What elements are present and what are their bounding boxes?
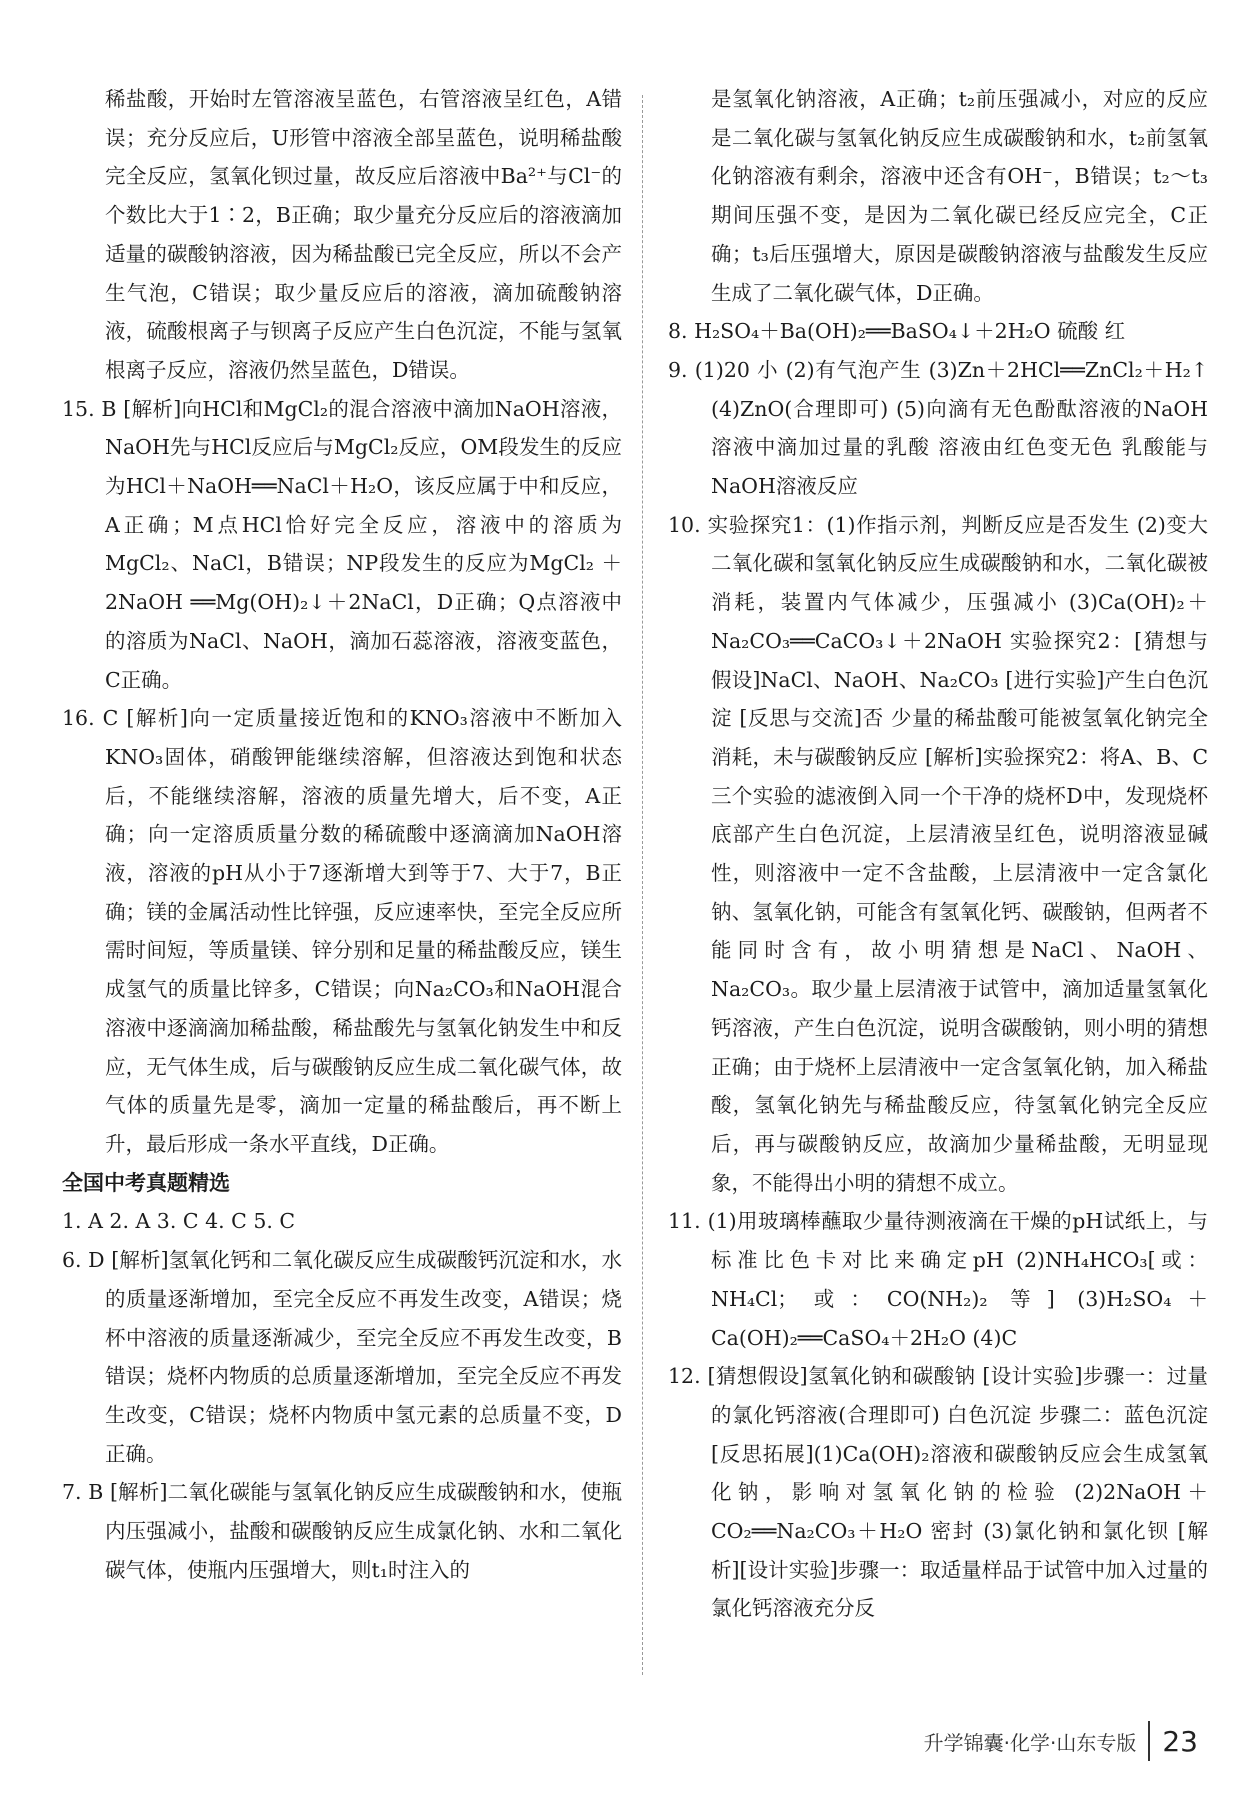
page-footer xyxy=(924,1721,1198,1761)
answer-15: 15. B [解析]向HCl和MgCl₂的混合溶液中滴加NaOH溶液，NaOH先与HCl反应后与MgCl₂反应，OM段发生的反应为HCl＋NaOH══NaCl＋H₂O，该反应属于中和反应，A正确；M点HCl恰好完全反应，溶液中的溶质为MgCl₂、NaCl，B错误；NP段发生的反应为MgCl₂ ＋ 2NaOH ══Mg(OH)₂↓＋2NaCl，D正确；Q点溶液中的溶质为NaCl、NaOH，滴加石蕊溶液，溶液变蓝色，C正确。 xyxy=(62,396,622,692)
page-number: 23 xyxy=(1162,1724,1198,1758)
answer-12: 12. [猜想假设]氢氧化钠和碳酸钠 [设计实验]步骤一：过量的氯化钙溶液(合理即可) 白色沉淀 步骤二：蓝色沉淀 [反思拓展](1)Ca(OH)₂溶液和碳酸钠反应会生成氢氧化钠，影响对氢氧化钠的检验 (2)2NaOH＋CO₂══Na₂CO₃＋H₂O 密封 (3)氯化钠和氯化钡 [解析][设计实验]步骤一：取适量样品于试管中加入过量的氯化钙溶液充分反 xyxy=(668,1364,1208,1621)
answer-8: 8. H₂SO₄＋Ba(OH)₂══BaSO₄↓＋2H₂O 硫酸 红 xyxy=(668,319,1126,344)
answer-9: 9. (1)20 小 (2)有气泡产生 (3)Zn＋2HCl══ZnCl₂＋H₂↑ (4)ZnO(合理即可) (5)向滴有无色酚酞溶液的NaOH溶液中滴加过量的乳酸 溶液由红色变无色 乳酸能与NaOH溶液反应 xyxy=(668,357,1208,499)
right-column xyxy=(668,80,1208,1628)
book-title: 升学锦囊·化学·山东专版 xyxy=(923,1730,1137,1755)
answer-7-continuation: 是氢氧化钠溶液，A正确；t₂前压强减小，对应的反应是二氧化碳与氢氧化钠反应生成碳酸钠和水，t₂前氢氧化钠溶液有剩余，溶液中还含有OH⁻，B错误；t₂～t₃期间压强不变，是因为二氧化碳已经反应完全，C正确；t₃后压强增大，原因是碳酸钠溶液与盐酸发生反应生成了二氧化碳气体，D正确。 xyxy=(711,87,1208,305)
left-column xyxy=(62,80,622,1589)
answer-7: 7. B [解析]二氧化碳能与氢氧化钠反应生成碳酸钠和水，使瓶内压强减小，盐酸和碳酸钠反应生成氯化钠、水和二氧化碳气体，使瓶内压强增大，则t₁时注入的 xyxy=(62,1480,622,1582)
section-heading: 全国中考真题精选 xyxy=(62,1170,230,1195)
footer-divider xyxy=(1148,1721,1150,1761)
column-divider xyxy=(642,95,643,1675)
answer-16: 16. C [解析]向一定质量接近饱和的KNO₃溶液中不断加入KNO₃固体，硝酸钾能继续溶解，但溶液达到饱和状态后，不能继续溶解，溶液的质量先增大，后不变，A正确；向一定溶质质量分数的稀硫酸中逐滴滴加NaOH溶液，溶液的pH从小于7逐渐增大到等于7、大于7，B正确；镁的金属活动性比锌强，反应速率快，至完全反应所需时间短，等质量镁、锌分别和足量的稀盐酸反应，镁生成氢气的质量比锌多，C错误；向Na₂CO₃和NaOH混合溶液中逐滴滴加稀盐酸，稀盐酸先与氢氧化钠发生中和反应，无气体生成，后与碳酸钠反应生成二氧化碳气体，故气体的质量先是零，滴加一定量的稀盐酸后，再不断上升，最后形成一条水平直线，D正确。 xyxy=(62,706,622,1156)
answers-1-5: 1. A 2. A 3. C 4. C 5. C xyxy=(62,1209,296,1234)
answer-14-continuation: 稀盐酸，开始时左管溶液呈蓝色，右管溶液呈红色，A错误；充分反应后，U形管中溶液全部呈蓝色，说明稀盐酸完全反应，氢氧化钡过量，故反应后溶液中Ba²⁺与Cl⁻的个数比大于1∶2，B正确；取少量充分反应后的溶液滴加适量的碳酸钠溶液，因为稀盐酸已完全反应，所以不会产生气泡，C错误；取少量反应后的溶液，滴加硫酸钠溶液，硫酸根离子与钡离子反应产生白色沉淀，不能与氢氧根离子反应，溶液仍然呈蓝色，D错误。 xyxy=(105,87,622,382)
answer-11: 11. (1)用玻璃棒蘸取少量待测液滴在干燥的pH试纸上，与标准比色卡对比来确定pH (2)NH₄HCO₃[或：NH₄Cl；或：CO(NH₂)₂ 等] (3)H₂SO₄＋Ca(OH)₂══CaSO₄＋2H₂O (4)C xyxy=(668,1209,1208,1350)
answer-6: 6. D [解析]氢氧化钙和二氧化碳反应生成碳酸钙沉淀和水，水的质量逐渐增加，至完全反应不再发生改变，A错误；烧杯中溶液的质量逐渐减少，至完全反应不再发生改变，B错误；烧杯内物质的总质量逐渐增加，至完全反应不再发生改变，C错误；烧杯内物质中氢元素的总质量不变，D正确。 xyxy=(62,1248,622,1466)
answer-10: 10. 实验探究1：(1)作指示剂，判断反应是否发生 (2)变大 二氧化碳和氢氧化钠反应生成碳酸钠和水，二氧化碳被消耗，装置内气体减少，压强减小 (3)Ca(OH)₂＋Na₂CO₃══CaCO₃↓＋2NaOH 实验探究2：[猜想与假设]NaCl、NaOH、Na₂CO₃ [进行实验]产生白色沉淀 [反思与交流]否 少量的稀盐酸可能被氢氧化钠完全消耗，未与碳酸钠反应 [解析]实验探究2：将A、B、C三个实验的滤液倒入同一个干净的烧杯D中，发现烧杯底部产生白色沉淀，上层清液呈红色，说明溶液显碱性，则溶液中一定不含盐酸，上层清液中一定含氯化钠、氢氧化钠，可能含有氢氧化钙、碳酸钠，但两者不能同时含有，故小明猜想是NaCl、NaOH、Na₂CO₃。取少量上层清液于试管中，滴加适量氢氧化钙溶液，产生白色沉淀，说明含碳酸钠，则小明的猜想正确；由于烧杯上层清液中一定含氢氧化钠，加入稀盐酸，氢氧化钠先与稀盐酸反应，待氢氧化钠完全反应后，再与碳酸钠反应，故滴加少量稀盐酸，无明显现象，不能得出小明的猜想不成立。 xyxy=(668,512,1208,1195)
